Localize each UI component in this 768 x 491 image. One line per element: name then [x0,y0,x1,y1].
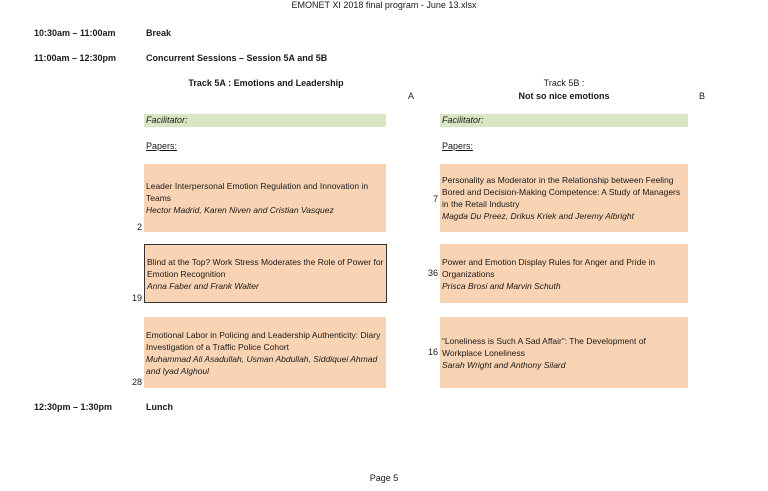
paper-authors: Magda Du Preez, Drikus Kriek and Jeremy Albright [442,211,634,221]
break-time: 10:30am – 11:00am [34,28,116,38]
paper-number: 16 [427,347,438,357]
paper-title: “Loneliness is Such A Sad Affair”: The Development of Workplace Loneliness [442,335,646,358]
paper-title: Leader Interpersonal Emotion Regulation and Innovation in Teams [146,181,369,203]
paper-a-2 [144,244,387,303]
document-title: EMONET XI 2018 final program - June 13.xlsx [291,0,477,10]
paper-number: 2 [136,222,142,232]
paper-authors: Hector Madrid, Karen Niven and Cristian Vasquez [146,205,334,215]
track-b-title-line1: Track 5B : [543,78,585,88]
col-letter-b: B [699,91,706,101]
paper-authors: Anna Faber and Frank Walter [147,280,259,291]
paper-b-1 [440,164,688,232]
papers-label-b: Papers: [442,141,474,151]
paper-b-2 [440,244,688,303]
paper-number: 19 [131,293,142,303]
paper-authors: Sarah Wright and Anthony Silard [442,359,566,370]
paper-b-3 [440,317,688,388]
paper-number: 7 [432,194,438,204]
col-letter-a: A [408,91,415,101]
paper-title: Power and Emotion Display Rules for Anger and Pride in Organizations [442,256,656,279]
paper-authors: Muhammad Ali Asadullah, Usman Abdullah, Siddiquei Ahmad and Iyad Alghoul [146,353,378,376]
track-a-title: Track 5A : Emotions and Leadership [188,78,344,88]
facilitator-b: Facilitator: [440,114,688,127]
paper-number: 36 [427,268,438,278]
lunch-label: Lunch [146,402,173,412]
page-number: Page 5 [369,473,399,483]
session-label: Concurrent Sessions – Session 5A and 5B [146,53,328,63]
lunch-time: 12:30pm – 1:30pm [34,402,113,412]
paper-title: Emotional Labor in Policing and Leadership Authenticity: Diary Investigation of a Traffic Police Cohort [146,329,381,352]
paper-title: Blind at the Top? Work Stress Moderates the Role of Power for Emotion Recognition [147,256,384,279]
paper-authors: Prisca Brosi and Marvin Schuth [442,280,561,291]
break-label: Break [146,28,172,38]
session-time: 11:00am – 12:30pm [34,53,117,63]
papers-label-a: Papers: [146,141,178,151]
track-b-title-line2: Not so nice emotions [518,91,610,101]
paper-title: Personality as Moderator in the Relationship between Feeling Bored and Decision-Making Competence: A Study of Managers in the Retail Industry [442,175,681,209]
facilitator-a: Facilitator: [144,114,386,127]
paper-a-1 [144,164,386,232]
paper-number: 28 [131,377,142,387]
paper-a-3 [144,317,386,388]
